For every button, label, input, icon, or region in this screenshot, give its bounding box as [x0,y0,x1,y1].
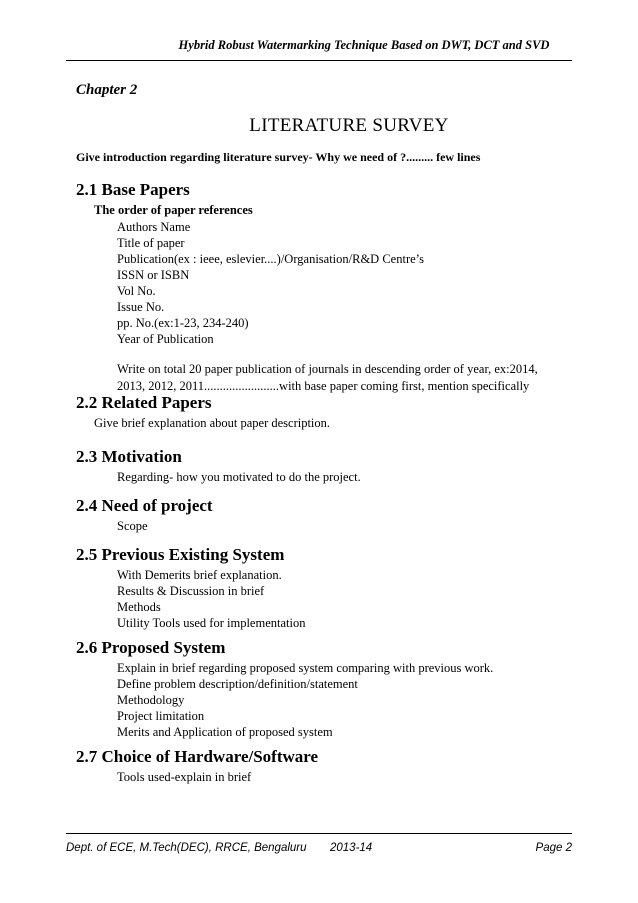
section-heading: 2.1 Base Papers [76,180,190,199]
list-item: Project limitation [117,709,205,723]
list-item: ISSN or ISBN [117,268,190,282]
section-text: Give brief explanation about paper description. [94,416,331,430]
section-text: Regarding- how you motivated to do the project. [117,470,361,484]
list-item: Results & Discussion in brief [117,584,265,598]
list-item: Year of Publication [117,332,214,346]
section-need [76,496,213,534]
section-motivation [76,447,361,485]
list-item: Publication(ex : ieee, eslevier....)/Organisation/R&D Centre’s [117,252,424,266]
list-item: Utility Tools used for implementation [117,616,306,630]
chapter-label: Chapter 2 [76,82,138,98]
list-item: Title of paper [117,236,185,250]
page-title: LITERATURE SURVEY [249,115,449,136]
section-text: Tools used-explain in brief [117,770,252,784]
footer-dept: Dept. of ECE, M.Tech(DEC), RRCE, Bengaluru [66,842,307,854]
section-heading: 2.5 Previous Existing System [76,545,285,564]
section-base-papers [76,180,538,395]
list-item: With Demerits brief explanation. [117,568,282,582]
note-line: 2013, 2012, 2011........................with base paper coming first, mention specifically [117,379,530,393]
footer-rule [66,833,572,834]
footer-year: 2013-14 [330,842,373,854]
list-item: Vol No. [117,284,156,298]
section-heading: 2.6 Proposed System [76,638,226,657]
list-item: Explain in brief regarding proposed system comparing with previous work. [117,661,494,675]
section-text: Scope [117,519,148,533]
list-item: Define problem description/definition/statement [117,677,358,691]
list-item: Methodology [117,693,185,707]
section-hardware-software [76,747,318,785]
list-item: Authors Name [117,220,191,234]
section-heading: 2.7 Choice of Hardware/Software [76,747,319,766]
section-subheading: The order of paper references [94,203,253,217]
section-previous-system [76,545,305,631]
list-item: Issue No. [117,300,165,314]
section-heading: 2.4 Need of project [76,496,213,515]
running-header: Hybrid Robust Watermarking Technique Based on DWT, DCT and SVD [178,38,550,52]
list-item: Merits and Application of proposed system [117,725,333,739]
header-rule [66,60,572,61]
section-proposed-system [76,638,493,740]
list-item: Methods [117,600,161,614]
section-related-papers [76,393,330,431]
list-item: pp. No.(ex:1-23, 234-240) [117,316,249,330]
section-heading: 2.2 Related Papers [76,393,212,412]
footer-page-number: Page 2 [535,842,572,854]
note-line: Write on total 20 paper publication of journals in descending order of year, ex:2014, [117,362,538,376]
intro-text: Give introduction regarding literature survey- Why we need of ?......... few lines [76,150,481,164]
section-heading: 2.3 Motivation [76,447,182,466]
